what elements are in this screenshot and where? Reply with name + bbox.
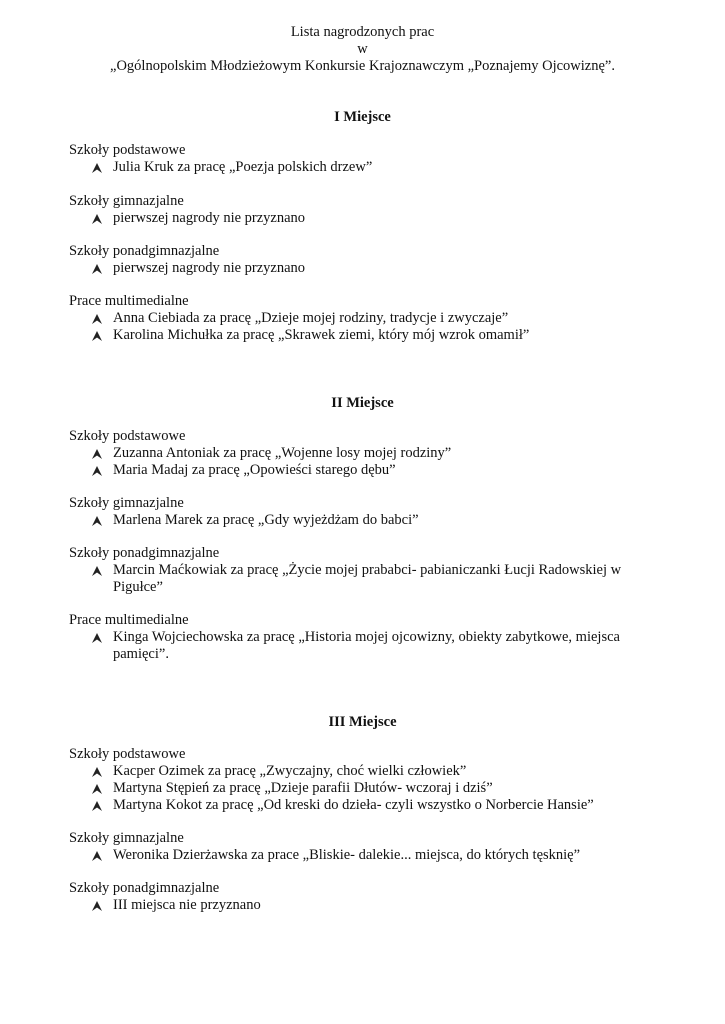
category-label: Szkoły ponadgimnazjalne	[69, 243, 220, 259]
category-2-gimnazjalne	[69, 495, 669, 529]
arrowhead-bullet-icon	[91, 213, 103, 225]
category-label: Szkoły gimnazjalne	[69, 193, 184, 209]
list-item: Kacper Ozimek za pracę „Zwyczajny, choć wielki człowiek”	[69, 763, 669, 780]
category-label: Szkoły ponadgimnazjalne	[69, 545, 220, 561]
category-3-gimnazjalne	[69, 830, 669, 864]
arrowhead-bullet-icon	[91, 766, 103, 778]
arrowhead-bullet-icon	[91, 465, 103, 477]
arrowhead-bullet-icon	[91, 162, 103, 174]
category-3-podstawowe	[69, 746, 669, 814]
list-item: Marlena Marek za pracę „Gdy wyjeżdżam do babci”	[69, 512, 669, 529]
list-item: Martyna Kokot za pracę „Od kreski do dzieła- czyli wszystko o Norbercie Hansie”	[69, 797, 669, 814]
list-item: Anna Ciebiada za pracę „Dzieje mojej rodziny, tradycje i zwyczaje”	[69, 310, 669, 327]
category-label: Prace multimedialne	[69, 612, 189, 628]
list-item: Maria Madaj za pracę „Opowieści starego dębu”	[69, 462, 669, 479]
category-2-ponadgimnazjalne	[69, 545, 669, 596]
arrowhead-bullet-icon	[91, 565, 103, 577]
header-line-contest: „Ogólnopolskim Młodzieżowym Konkursie Krajoznawczym „Poznajemy Ojcowiznę”.	[110, 58, 615, 74]
list-item: Marcin Maćkowiak za pracę „Życie mojej prababci- pabianiczanki Łucji Radowskiej w Pigułce”	[69, 562, 633, 596]
arrowhead-bullet-icon	[91, 800, 103, 812]
category-1-podstawowe	[69, 142, 669, 176]
list-item: Julia Kruk za pracę „Poezja polskich drzew”	[69, 159, 669, 176]
arrowhead-bullet-icon	[91, 515, 103, 527]
category-1-gimnazjalne	[69, 193, 669, 227]
list-item: pierwszej nagrody nie przyznano	[69, 260, 669, 277]
category-label: Szkoły podstawowe	[69, 746, 186, 762]
arrowhead-bullet-icon	[91, 313, 103, 325]
list-item: Zuzanna Antoniak za pracę „Wojenne losy mojej rodziny”	[69, 445, 669, 462]
header-line-w: w	[357, 41, 368, 57]
list-item: III miejsca nie przyznano	[69, 897, 669, 914]
category-label: Szkoły gimnazjalne	[69, 495, 184, 511]
list-item: Martyna Stępień za pracę „Dzieje parafii Dłutów- wczoraj i dziś”	[69, 780, 669, 797]
arrowhead-bullet-icon	[91, 783, 103, 795]
category-2-multimedialne	[69, 612, 669, 663]
place-title-1: I Miejsce	[334, 109, 391, 125]
arrowhead-bullet-icon	[91, 263, 103, 275]
arrowhead-bullet-icon	[91, 448, 103, 460]
category-label: Szkoły podstawowe	[69, 428, 186, 444]
list-item: Karolina Michułka za pracę „Skrawek ziemi, który mój wzrok omamił”	[69, 327, 669, 344]
list-item: Kinga Wojciechowska za pracę „Historia mojej ojcowizny, obiekty zabytkowe, miejsca pamięci”.	[69, 629, 643, 663]
category-2-podstawowe	[69, 428, 669, 479]
category-label: Szkoły ponadgimnazjalne	[69, 880, 220, 896]
list-item: Weronika Dzierżawska za prace „Bliskie- dalekie... miejsca, do których tęsknię”	[69, 847, 669, 864]
document-header	[0, 24, 725, 75]
arrowhead-bullet-icon	[91, 330, 103, 342]
place-title-3: III Miejsce	[328, 714, 397, 730]
category-label: Szkoły podstawowe	[69, 142, 186, 158]
header-line-title: Lista nagrodzonych prac	[290, 24, 435, 40]
arrowhead-bullet-icon	[91, 632, 103, 644]
category-label: Szkoły gimnazjalne	[69, 830, 184, 846]
category-1-ponadgimnazjalne	[69, 243, 669, 277]
list-item: pierwszej nagrody nie przyznano	[69, 210, 669, 227]
arrowhead-bullet-icon	[91, 900, 103, 912]
arrowhead-bullet-icon	[91, 850, 103, 862]
category-label: Prace multimedialne	[69, 293, 189, 309]
category-1-multimedialne	[69, 293, 669, 344]
category-3-ponadgimnazjalne	[69, 880, 669, 914]
place-title-2: II Miejsce	[331, 395, 394, 411]
